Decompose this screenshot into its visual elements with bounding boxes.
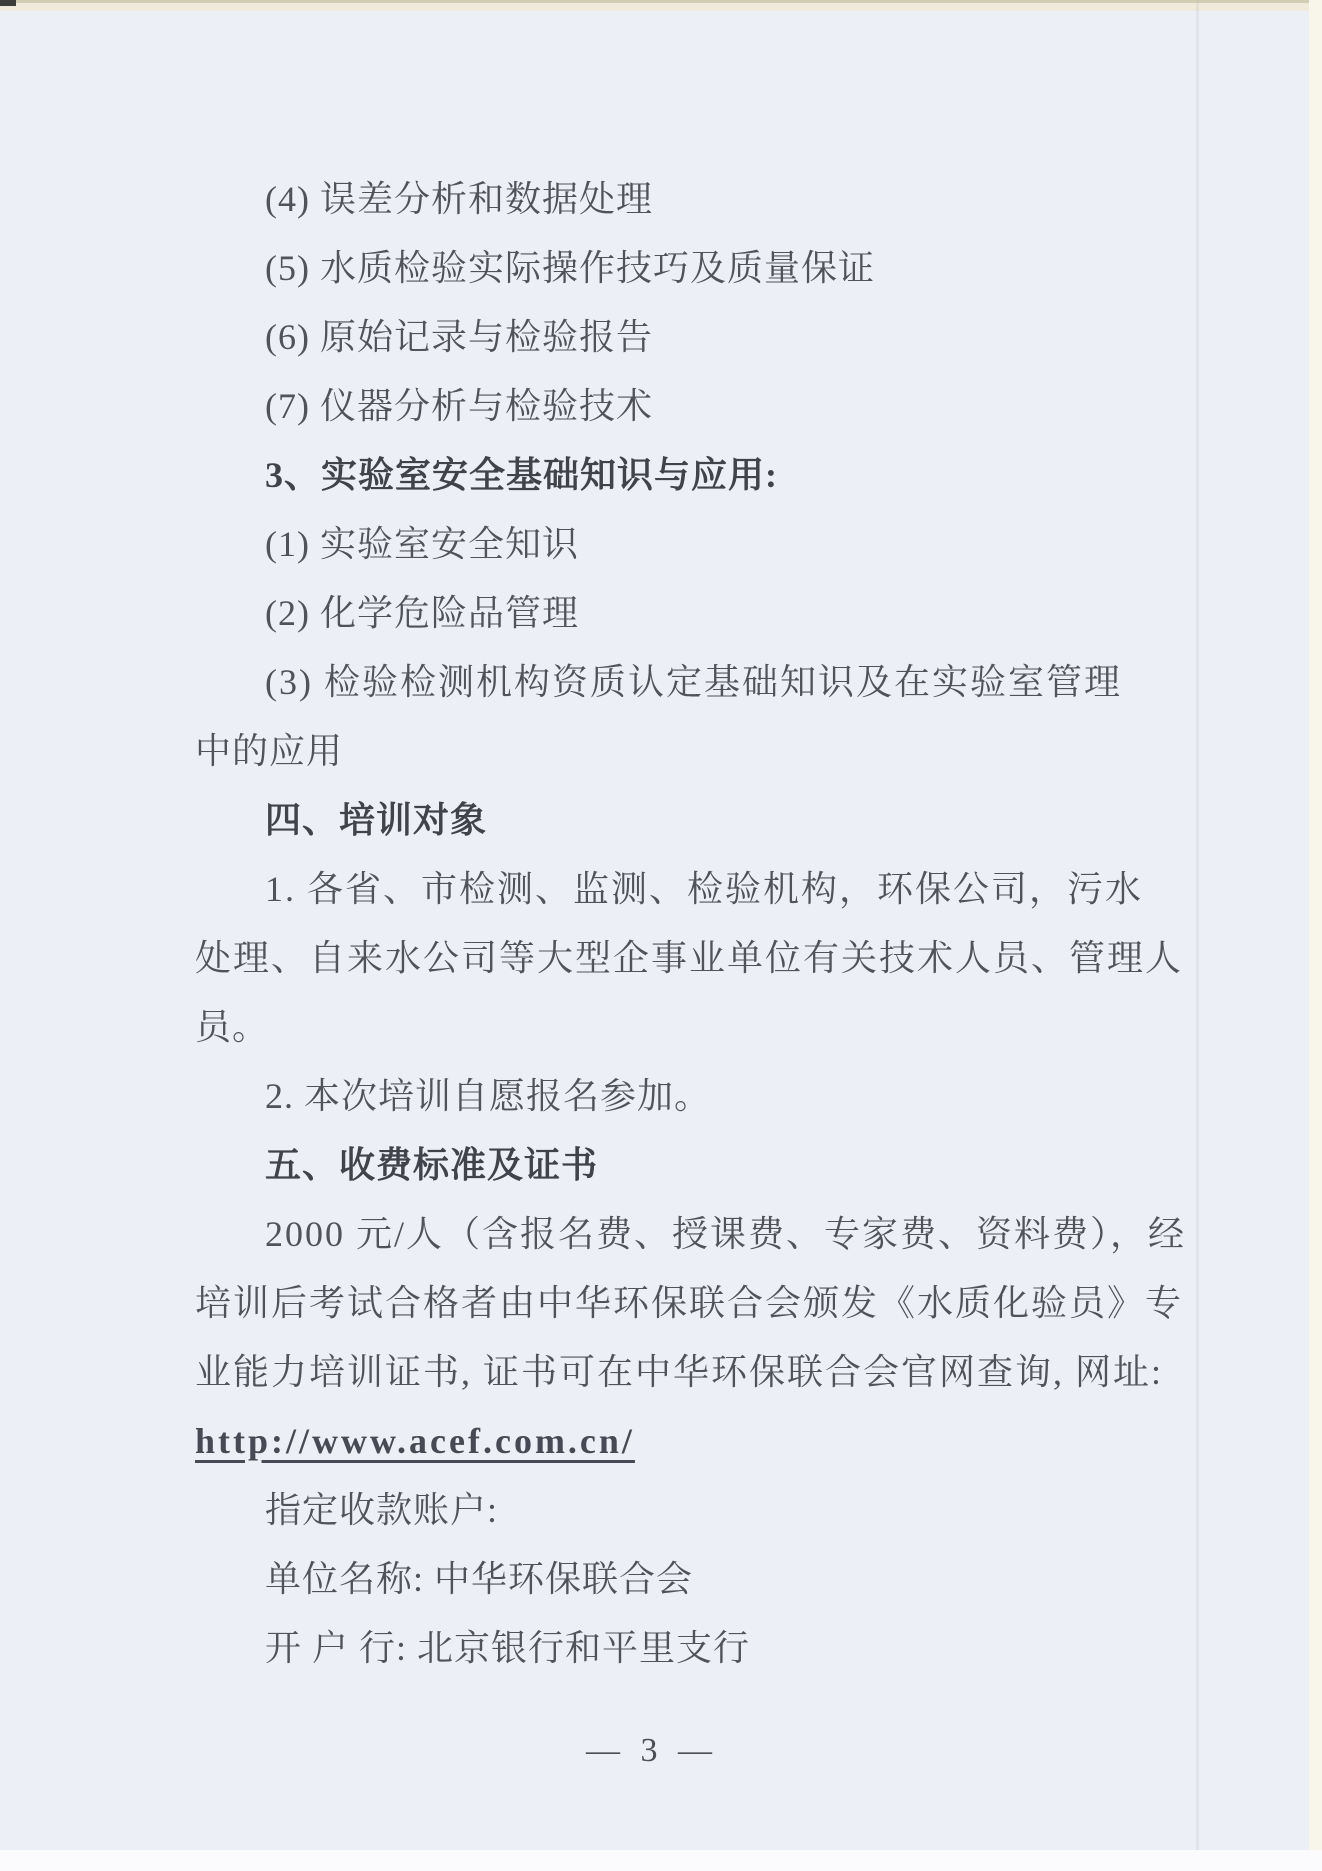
paragraph-4-1-cont: 处理、自来水公司等大型企事业单位有关技术人员、管理人 — [195, 938, 1184, 978]
paragraph-4-2: 2. 本次培训自愿报名参加。 — [265, 1076, 712, 1116]
page-number: — 3 — — [586, 1732, 718, 1769]
section-heading-5: 五、收费标准及证书 — [265, 1145, 599, 1185]
document-body — [195, 165, 1187, 1683]
section-heading-4: 四、培训对象 — [265, 800, 488, 840]
list-item-2-7: (7) 仪器分析与检验技术 — [265, 386, 653, 426]
scan-streak — [1196, 0, 1199, 1871]
scan-edge-bottom — [0, 1850, 1322, 1871]
paragraph-5-cont2: 业能力培训证书, 证书可在中华环保联合会官网查询, 网址: — [195, 1352, 1164, 1392]
scan-corner-mark — [0, 0, 16, 6]
url-text: http://www.acef.com.cn/ — [195, 1421, 635, 1461]
scan-edge-top — [0, 0, 1322, 11]
paragraph-5-cont: 培训后考试合格者由中华环保联合会颁发《水质化验员》专 — [195, 1283, 1184, 1323]
list-item-3-2: (2) 化学危险品管理 — [265, 593, 579, 633]
list-item-2-4: (4) 误差分析和数据处理 — [265, 179, 653, 219]
list-item-3-3-cont: 中的应用 — [195, 731, 344, 771]
account-name-line: 单位名称: 中华环保联合会 — [265, 1559, 694, 1599]
list-item-3-3: (3) 检验检测机构资质认定基础知识及在实验室管理 — [265, 662, 1122, 702]
paragraph-4-1: 1. 各省、市检测、监测、检验机构，环保公司，污水 — [265, 869, 1144, 909]
paragraph-5-fee: 2000 元/人（含报名费、授课费、专家费、资料费），经 — [265, 1214, 1187, 1254]
account-heading: 指定收款账户: — [265, 1490, 499, 1530]
list-item-3-1: (1) 实验室安全知识 — [265, 524, 579, 564]
account-bank-line: 开 户 行: 北京银行和平里支行 — [265, 1628, 751, 1668]
paragraph-4-1-cont2: 员。 — [195, 1007, 270, 1047]
scan-edge-right — [1309, 0, 1322, 1871]
list-item-2-5: (5) 水质检验实际操作技巧及质量保证 — [265, 248, 875, 288]
list-item-2-6: (6) 原始记录与检验报告 — [265, 317, 653, 357]
section-heading-3: 3、实验室安全基础知识与应用: — [265, 455, 778, 495]
